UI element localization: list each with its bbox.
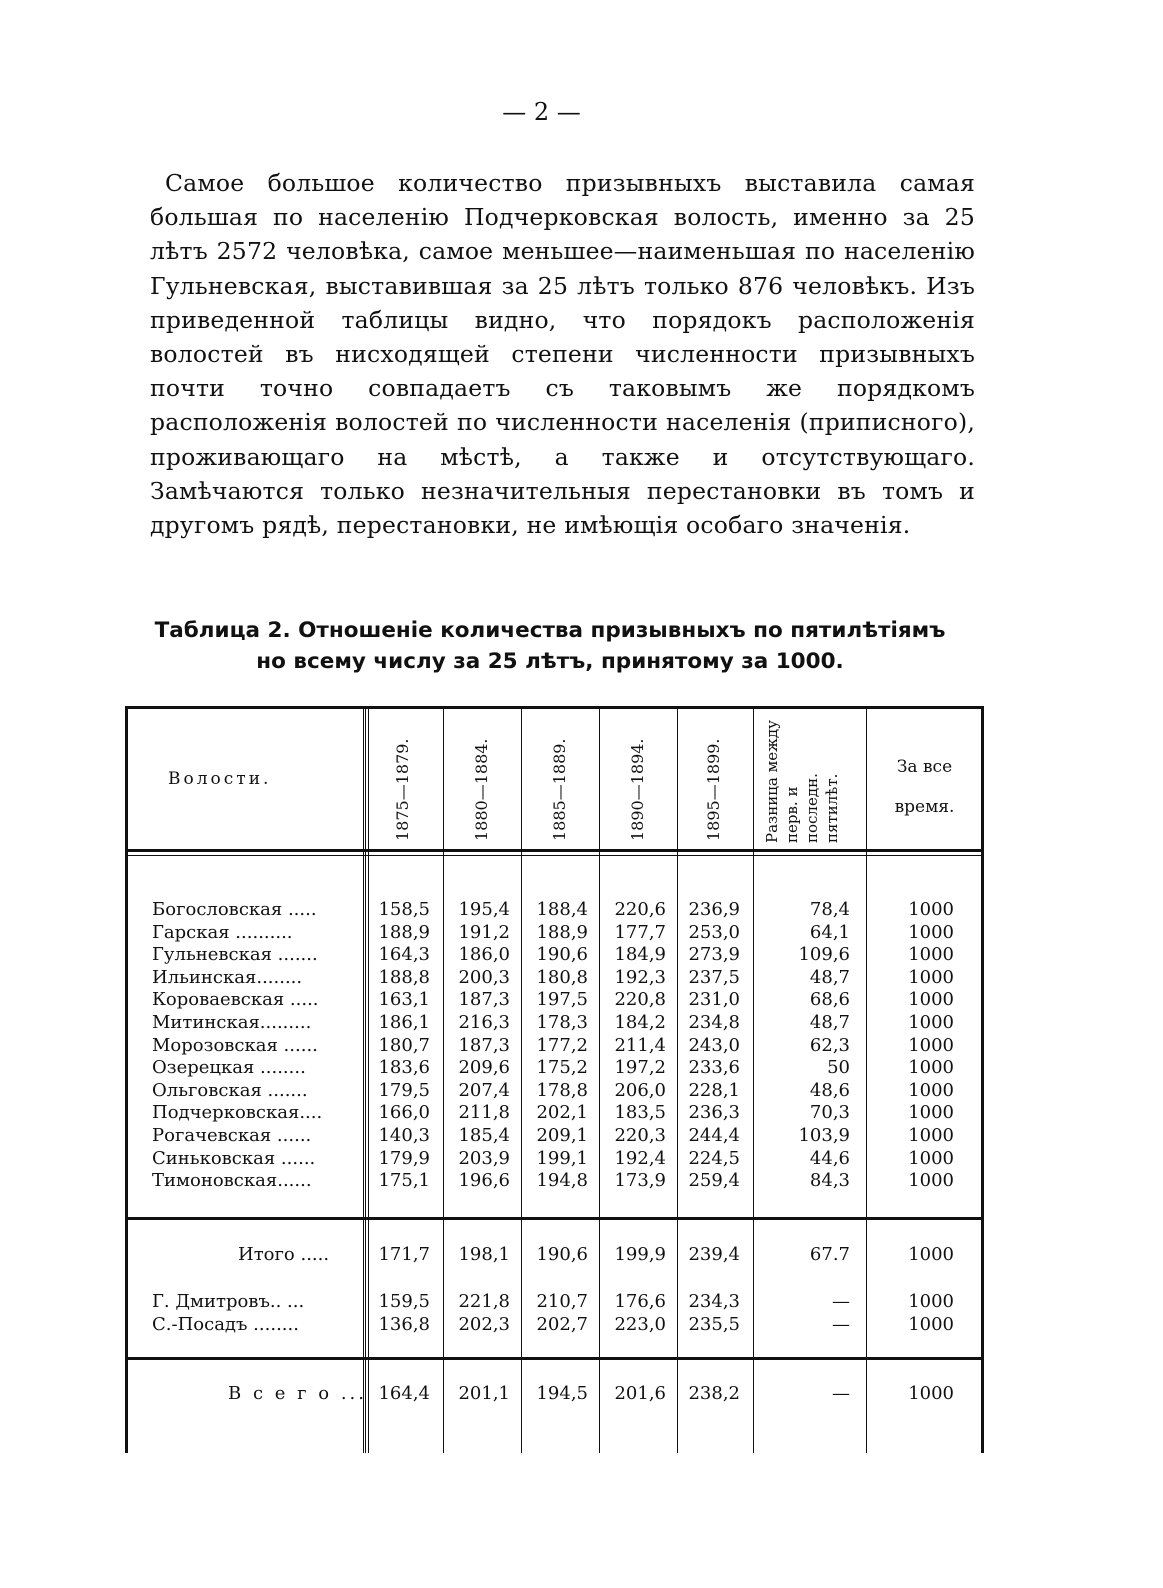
- cell-value: 200,3: [458, 966, 510, 988]
- cell-value: 188,9: [378, 921, 430, 943]
- cell-value: —: [832, 1383, 850, 1404]
- cell-value: 164,4: [378, 1383, 430, 1404]
- table-row: [128, 1314, 981, 1337]
- cell-value: 136,8: [378, 1313, 430, 1335]
- row-name: Рогачевская ......: [152, 1125, 312, 1146]
- cell-value: 187,3: [458, 1034, 510, 1056]
- header-volosti: Волости.: [168, 769, 272, 789]
- row-name: Ильинская........: [152, 966, 303, 988]
- cell-value: 211,8: [458, 1102, 510, 1124]
- table-row: [128, 1125, 981, 1148]
- cell-value: 244,4: [688, 1125, 740, 1146]
- cell-value: 209,6: [458, 1057, 510, 1079]
- row-name: В с е г о ...: [228, 1383, 368, 1404]
- row-name: Митинская.........: [152, 1012, 312, 1033]
- cell-value: 221,8: [458, 1291, 510, 1312]
- cell-value: 180,8: [536, 966, 588, 988]
- cell-value: 223,0: [614, 1313, 666, 1335]
- cell-value: 210,7: [536, 1291, 588, 1312]
- caption-line-2: но всему числу за 25 лѣтъ, принятому за 1000.: [256, 649, 844, 674]
- cell-value: 1000: [908, 966, 954, 988]
- row-name: Тимоновская......: [152, 1170, 312, 1192]
- cell-value: 173,9: [614, 1170, 666, 1192]
- cell-value: 188,4: [536, 899, 588, 920]
- cell-value: 179,9: [378, 1147, 430, 1169]
- cell-value: —: [832, 1291, 850, 1312]
- caption-line-1: Таблица 2. Отношеніе количества призывныхъ по пятилѣтіямъ: [154, 618, 946, 643]
- header-total-line-1: За все: [896, 757, 953, 777]
- cell-value: 202,7: [536, 1313, 588, 1335]
- table-row: [128, 967, 981, 990]
- cell-value: 236,3: [688, 1102, 740, 1124]
- cell-value: 1000: [908, 944, 954, 966]
- cell-value: 1000: [908, 1057, 954, 1079]
- cell-value: 201,1: [458, 1383, 510, 1404]
- data-table: [125, 706, 984, 1453]
- header-total: [868, 747, 981, 827]
- cell-value: 231,0: [688, 989, 740, 1011]
- cell-value: 184,2: [614, 1012, 666, 1033]
- cell-value: 259,4: [688, 1170, 740, 1192]
- cell-value: 196,6: [458, 1170, 510, 1192]
- cell-value: 177,2: [536, 1034, 588, 1056]
- cell-value: 234,8: [688, 1012, 740, 1033]
- cell-value: 220,6: [614, 899, 666, 920]
- row-name: Итого .....: [238, 1244, 330, 1265]
- cell-value: 175,2: [536, 1057, 588, 1079]
- cell-value: 253,0: [688, 921, 740, 943]
- cell-value: 192,3: [614, 966, 666, 988]
- cell-value: 48,6: [809, 1079, 850, 1101]
- cell-value: 78,4: [809, 899, 850, 920]
- cell-value: 175,1: [378, 1170, 430, 1192]
- header-difference: Разница между перв. и последн. пятилѣт.: [763, 720, 841, 843]
- table-row: [128, 1244, 981, 1267]
- cell-value: 237,5: [688, 966, 740, 988]
- cell-value: 171,7: [378, 1244, 430, 1265]
- row-name: Гульневская .......: [152, 944, 318, 966]
- cell-value: 192,4: [614, 1147, 666, 1169]
- cell-value: 236,9: [688, 899, 740, 920]
- cell-value: 44,6: [809, 1147, 850, 1169]
- table-row: [128, 1035, 981, 1058]
- cell-value: 243,0: [688, 1034, 740, 1056]
- cell-value: —: [832, 1313, 850, 1335]
- cell-value: 228,1: [688, 1079, 740, 1101]
- cell-value: 202,1: [536, 1102, 588, 1124]
- cell-value: 199,1: [536, 1147, 588, 1169]
- row-divider: [128, 849, 981, 852]
- table-row: [128, 1170, 981, 1193]
- cell-value: 176,6: [614, 1291, 666, 1312]
- cell-value: 211,4: [614, 1034, 666, 1056]
- cell-value: 67.7: [809, 1244, 850, 1265]
- cell-value: 186,0: [458, 944, 510, 966]
- cell-value: 238,2: [688, 1383, 740, 1404]
- row-divider: [128, 1217, 981, 1220]
- cell-value: 188,9: [536, 921, 588, 943]
- cell-value: 48,7: [809, 966, 850, 988]
- cell-value: 103,9: [798, 1125, 850, 1146]
- cell-value: 187,3: [458, 989, 510, 1011]
- cell-value: 183,6: [378, 1057, 430, 1079]
- table-row: [128, 1383, 981, 1406]
- header-1880: 1880—1884.: [472, 738, 491, 841]
- cell-value: 197,5: [536, 989, 588, 1011]
- cell-value: 64,1: [809, 921, 850, 943]
- cell-value: 220,3: [614, 1125, 666, 1146]
- cell-value: 1000: [908, 1034, 954, 1056]
- cell-value: 191,2: [458, 921, 510, 943]
- header-total-line-2: время.: [894, 797, 955, 817]
- cell-value: 234,3: [688, 1291, 740, 1312]
- table-row: [128, 1057, 981, 1080]
- cell-value: 1000: [908, 1313, 954, 1335]
- cell-value: 194,5: [536, 1383, 588, 1404]
- cell-value: 48,7: [809, 1012, 850, 1033]
- cell-value: 1000: [908, 899, 954, 920]
- cell-value: 199,9: [614, 1244, 666, 1265]
- row-name: Подчерковская....: [152, 1102, 323, 1124]
- cell-value: 84,3: [809, 1170, 850, 1192]
- table-row: [128, 1148, 981, 1171]
- cell-value: 188,8: [378, 966, 430, 988]
- cell-value: 50: [827, 1057, 850, 1079]
- row-divider: [128, 1357, 981, 1360]
- body-paragraph: Самое большое количество призывныхъ выставила самая большая по населенію Подчерковская волость, именно за 25 лѣтъ 2572 человѣка, самое меньшее—наименьшая по населенію Гульневская, выставившая за 25 лѣтъ только 876 человѣкъ. Изъ приведенной таблицы видно, что порядокъ расположенія волостей въ нисходящей степени численности призывныхъ почти точно совпадаетъ съ таковымъ же порядкомъ расположенія волостей по численности населенія (приписного), проживающаго на мѣстѣ, а также и отсутствующаго. Замѣчаются только незначительныя перестановки въ томъ и другомъ рядѣ, перестановки, не имѣющія особаго значенія.: [150, 169, 975, 540]
- cell-value: 190,6: [536, 1244, 588, 1265]
- page-number: — 2 —: [502, 98, 581, 126]
- cell-value: 220,8: [614, 989, 666, 1011]
- cell-value: 178,8: [536, 1079, 588, 1101]
- cell-value: 140,3: [378, 1125, 430, 1146]
- row-divider: [128, 855, 981, 856]
- cell-value: 201,6: [614, 1383, 666, 1404]
- cell-value: 233,6: [688, 1057, 740, 1079]
- cell-value: 1000: [908, 1125, 954, 1146]
- cell-value: 195,4: [458, 899, 510, 920]
- header-1875: 1875—1879.: [393, 738, 412, 841]
- cell-value: 1000: [908, 1383, 954, 1404]
- cell-value: 186,1: [378, 1012, 430, 1033]
- cell-value: 207,4: [458, 1079, 510, 1101]
- header-1890: 1890—1894.: [628, 738, 647, 841]
- cell-value: 178,3: [536, 1012, 588, 1033]
- table-row: [128, 1291, 981, 1314]
- cell-value: 224,5: [688, 1147, 740, 1169]
- cell-value: 239,4: [688, 1244, 740, 1265]
- row-name: Богословская .....: [152, 899, 317, 920]
- cell-value: 206,0: [614, 1079, 666, 1101]
- cell-value: 1000: [908, 1102, 954, 1124]
- cell-value: 159,5: [378, 1291, 430, 1312]
- cell-value: 177,7: [614, 921, 666, 943]
- cell-value: 180,7: [378, 1034, 430, 1056]
- row-name: С.-Посадъ ........: [152, 1313, 299, 1335]
- row-name: Гарская ..........: [152, 921, 293, 943]
- cell-value: 164,3: [378, 944, 430, 966]
- cell-value: 1000: [908, 989, 954, 1011]
- cell-value: 190,6: [536, 944, 588, 966]
- cell-value: 109,6: [798, 944, 850, 966]
- cell-value: 68,6: [809, 989, 850, 1011]
- cell-value: 1000: [908, 1244, 954, 1265]
- table-row: [128, 1012, 981, 1035]
- cell-value: 209,1: [536, 1125, 588, 1146]
- cell-value: 70,3: [809, 1102, 850, 1124]
- table-row: [128, 1102, 981, 1125]
- cell-value: 158,5: [378, 899, 430, 920]
- cell-value: 1000: [908, 1170, 954, 1192]
- table-row: [128, 1080, 981, 1103]
- table-row: [128, 922, 981, 945]
- cell-value: 1000: [908, 921, 954, 943]
- cell-value: 166,0: [378, 1102, 430, 1124]
- cell-value: 62,3: [809, 1034, 850, 1056]
- row-name: Морозовская ......: [152, 1034, 318, 1056]
- table-row: [128, 989, 981, 1012]
- row-name: Озерецкая ........: [152, 1057, 306, 1079]
- cell-value: 1000: [908, 1079, 954, 1101]
- row-name: Г. Дмитровъ.. ...: [152, 1291, 305, 1312]
- cell-value: 179,5: [378, 1079, 430, 1101]
- cell-value: 163,1: [378, 989, 430, 1011]
- table-row: [128, 899, 981, 922]
- cell-value: 202,3: [458, 1313, 510, 1335]
- row-name: Синьковская ......: [152, 1147, 316, 1169]
- cell-value: 198,1: [458, 1244, 510, 1265]
- cell-value: 185,4: [458, 1125, 510, 1146]
- cell-value: 184,9: [614, 944, 666, 966]
- cell-value: 183,5: [614, 1102, 666, 1124]
- row-name: Короваевская .....: [152, 989, 319, 1011]
- table-caption: [120, 615, 980, 677]
- header-1895: 1895—1899.: [704, 738, 723, 841]
- header-1885: 1885—1889.: [550, 738, 569, 841]
- cell-value: 235,5: [688, 1313, 740, 1335]
- cell-value: 197,2: [614, 1057, 666, 1079]
- cell-value: 273,9: [688, 944, 740, 966]
- cell-value: 203,9: [458, 1147, 510, 1169]
- table-row: [128, 944, 981, 967]
- cell-value: 194,8: [536, 1170, 588, 1192]
- cell-value: 216,3: [458, 1012, 510, 1033]
- cell-value: 1000: [908, 1291, 954, 1312]
- row-name: Ольговская .......: [152, 1079, 308, 1101]
- cell-value: 1000: [908, 1012, 954, 1033]
- cell-value: 1000: [908, 1147, 954, 1169]
